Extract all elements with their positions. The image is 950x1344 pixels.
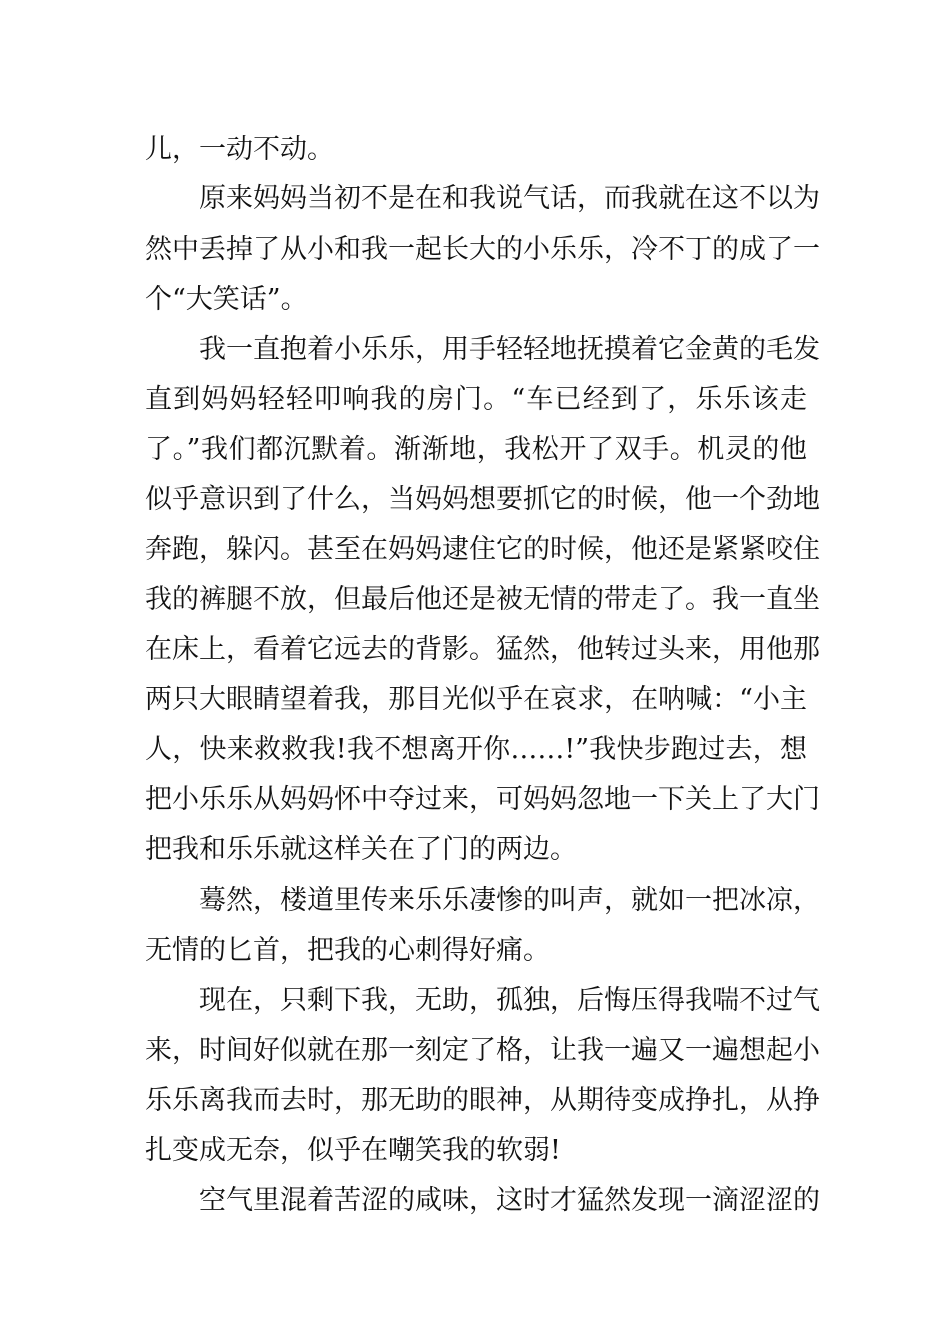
text-line: 直到妈妈轻轻叩响我的房门。“车已经到了，乐乐该走 — [145, 384, 807, 415]
text-line: 了。”我们都沉默着。渐渐地，我松开了双手。机灵的他 — [145, 434, 807, 465]
text-line: 把小乐乐从妈妈怀中夺过来，可妈妈忽地一下关上了大门 — [145, 784, 820, 815]
text-line: 然中丢掉了从小和我一起长大的小乐乐，冷不丁的成了一 — [145, 234, 820, 265]
text-line: 儿，一动不动。 — [145, 134, 334, 165]
text-line: 个“大笑话”。 — [145, 284, 308, 315]
text-line: 扎变成无奈，似乎在嘲笑我的软弱! — [145, 1135, 561, 1166]
text-line: 似乎意识到了什么，当妈妈想要抓它的时候，他一个劲地 — [145, 484, 820, 515]
paragraph-first-line: 现在，只剩下我，无助，孤独，后悔压得我喘不过气 — [199, 985, 820, 1016]
text-line: 人，快来救救我!我不想离开你……!”我快步跑过去，想 — [145, 734, 807, 765]
text-line: 无情的匕首，把我的心刺得好痛。 — [145, 935, 550, 966]
paragraph-first-line: 原来妈妈当初不是在和我说气话，而我就在这不以为 — [199, 183, 820, 214]
text-line: 在床上，看着它远去的背影。猛然，他转过头来，用他那 — [145, 634, 820, 665]
paragraph-first-line: 我一直抱着小乐乐，用手轻轻地抚摸着它金黄的毛发 — [199, 334, 820, 365]
text-line: 我的裤腿不放，但最后他还是被无情的带走了。我一直坐 — [145, 584, 820, 615]
text-line: 奔跑，躲闪。甚至在妈妈逮住它的时候，他还是紧紧咬住 — [145, 534, 820, 565]
text-line: 把我和乐乐就这样关在了门的两边。 — [145, 834, 577, 865]
paragraph-first-line: 空气里混着苦涩的咸味，这时才猛然发现一滴涩涩的 — [199, 1185, 820, 1216]
text-line: 两只大眼睛望着我，那目光似乎在哀求，在呐喊：“小主 — [145, 684, 807, 715]
paragraph-first-line: 蓦然，楼道里传来乐乐凄惨的叫声，就如一把冰凉， — [199, 885, 820, 916]
text-line: 来，时间好似就在那一刻定了格，让我一遍又一遍想起小 — [145, 1035, 820, 1066]
text-line: 乐乐离我而去时，那无助的眼神，从期待变成挣扎，从挣 — [145, 1085, 820, 1116]
